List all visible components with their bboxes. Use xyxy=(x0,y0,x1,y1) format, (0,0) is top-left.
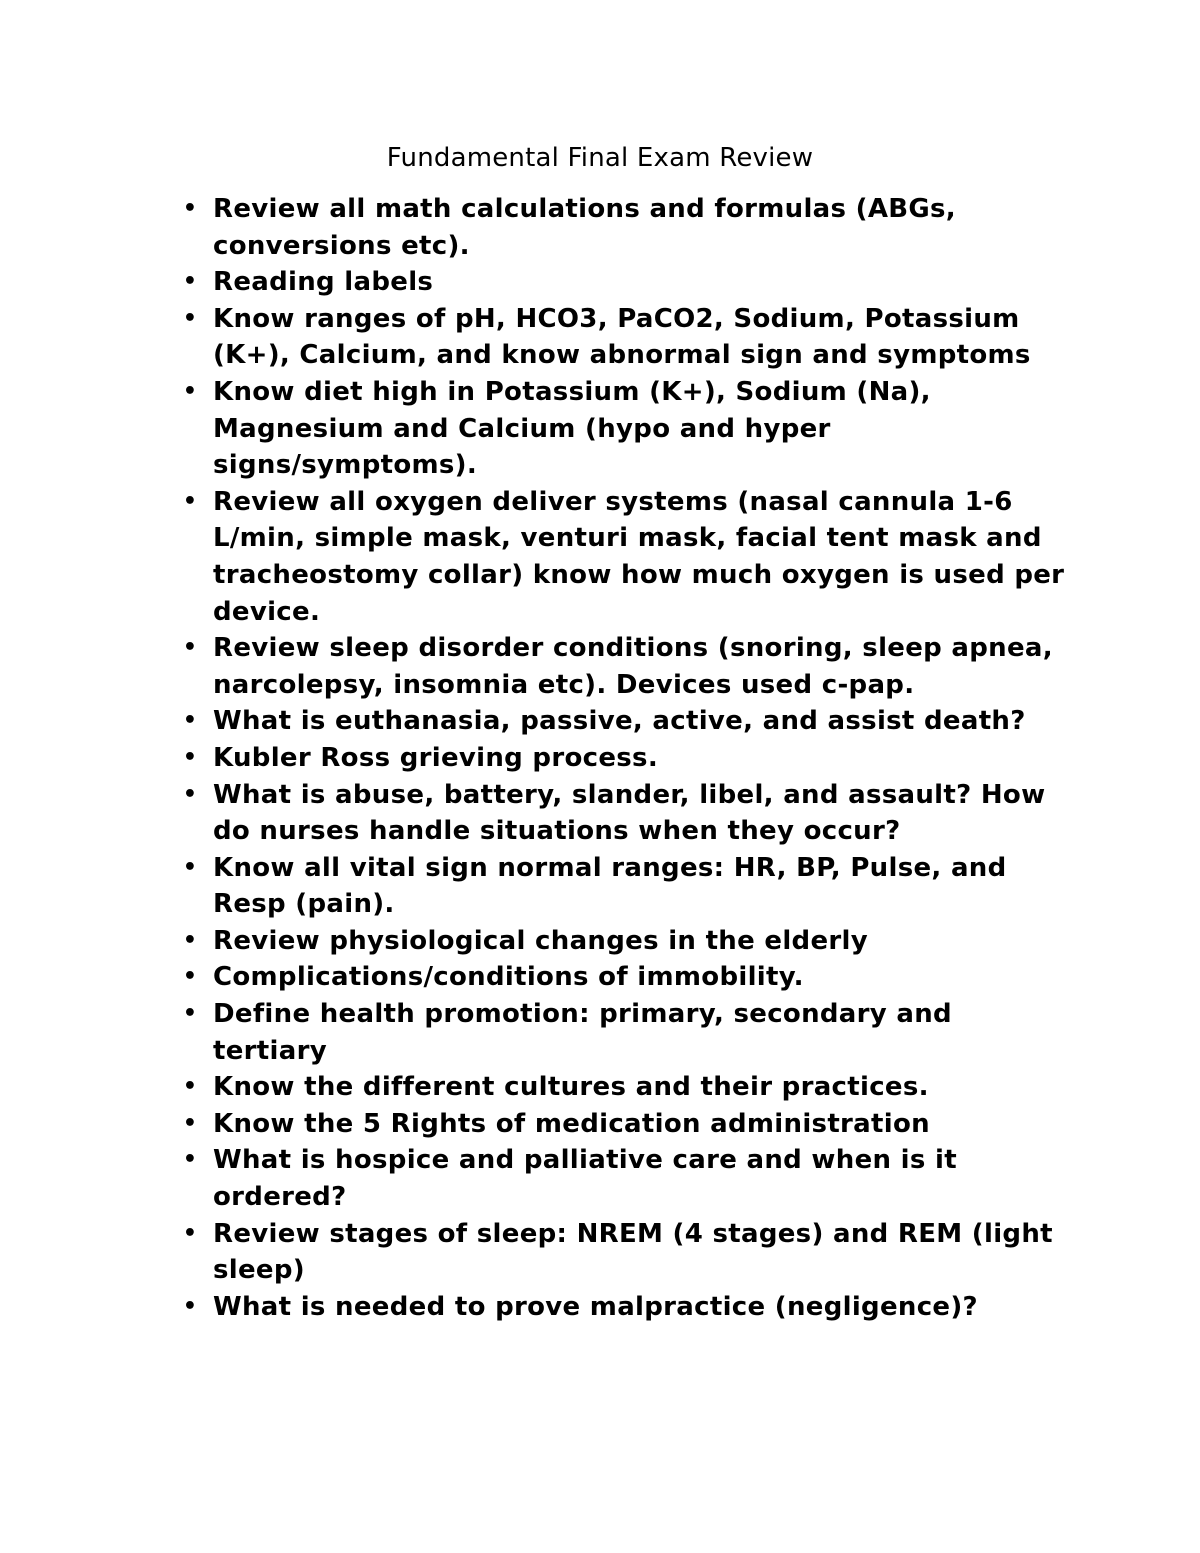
bullet-icon: • xyxy=(182,708,198,734)
bullet-icon: • xyxy=(182,927,198,953)
bullet-icon: • xyxy=(182,744,198,770)
list-item-text: Know diet high in Potassium (K+), Sodium (Na), Magnesium and Calcium (hypo and hyper signs/symptoms). xyxy=(213,376,931,481)
list-item-text: Know ranges of pH, HCO3, PaCO2, Sodium, Potassium (K+), Calcium, and know abnormal sign and symptoms xyxy=(213,303,1031,371)
list-item xyxy=(182,959,1073,996)
list-item-text: What is euthanasia, passive, active, and assist death? xyxy=(213,706,1026,737)
list-item xyxy=(182,374,1073,484)
bullet-icon: • xyxy=(182,196,198,221)
bullet-icon: • xyxy=(182,378,198,404)
list-item-text: Review physiological changes in the elderly xyxy=(213,925,868,956)
list-item xyxy=(182,484,1073,630)
list-item-text: Know the different cultures and their practices. xyxy=(213,1072,929,1103)
list-item xyxy=(182,996,1073,1069)
list-item-text: Review all oxygen deliver systems (nasal cannula 1-6 L/min, simple mask, venturi mask, facial tent mask and tracheostomy collar) know how much oxygen is used per device. xyxy=(213,486,1065,627)
list-item xyxy=(182,1069,1073,1106)
document-title: Fundamental Final Exam Review xyxy=(386,143,814,173)
bullet-icon: • xyxy=(182,781,198,807)
list-item xyxy=(182,301,1073,374)
bullet-icon: • xyxy=(182,854,198,880)
list-item xyxy=(182,850,1073,923)
list-item-text: Complications/conditions of immobility. xyxy=(213,962,804,993)
bullet-icon: • xyxy=(182,1293,198,1319)
bullet-icon: • xyxy=(182,1110,198,1136)
list-item xyxy=(182,1142,1073,1215)
bullet-icon: • xyxy=(182,269,198,295)
bullet-icon: • xyxy=(182,1220,198,1246)
list-item-text: Define health promotion: primary, secondary and tertiary xyxy=(213,999,952,1066)
bullet-icon: • xyxy=(182,305,198,331)
list-item xyxy=(182,1106,1073,1143)
list-item xyxy=(182,1216,1073,1289)
list-item xyxy=(182,923,1073,960)
list-item-text: Kubler Ross grieving process. xyxy=(213,742,658,773)
list-item xyxy=(182,264,1073,301)
bullet-icon: • xyxy=(182,488,198,514)
list-item-text: What is hospice and palliative care and when is it ordered? xyxy=(213,1145,957,1213)
bullet-icon: • xyxy=(182,1001,198,1027)
bullet-icon: • xyxy=(182,1147,198,1173)
list-item-text: Review stages of sleep: NREM (4 stages) and REM (light sleep) xyxy=(213,1218,1053,1286)
list-item-text: What is needed to prove malpractice (negligence)? xyxy=(213,1291,978,1322)
list-item xyxy=(182,630,1073,703)
bullet-icon: • xyxy=(182,964,198,990)
list-item-text: Review sleep disorder conditions (snoring, sleep apnea, narcolepsy, insomnia etc). Devices used c-pap. xyxy=(213,633,1053,700)
list-item xyxy=(182,740,1073,777)
review-list xyxy=(182,191,1073,1325)
bullet-icon: • xyxy=(182,635,198,661)
list-item-text: What is abuse, battery, slander, libel, and assault? How do nurses handle situations when they occur? xyxy=(213,779,1046,847)
bullet-icon: • xyxy=(182,1074,198,1100)
list-item-text: Know the 5 Rights of medication administration xyxy=(213,1108,930,1139)
list-item-text: Reading labels xyxy=(213,267,434,298)
list-item-text: Review all math calculations and formulas (ABGs, conversions etc). xyxy=(213,194,956,261)
list-item xyxy=(182,191,1073,264)
list-item-text: Know all vital sign normal ranges: HR, BP, Pulse, and Resp (pain). xyxy=(213,852,1007,920)
list-item xyxy=(182,1289,1073,1326)
list-item xyxy=(182,777,1073,850)
list-item xyxy=(182,703,1073,740)
